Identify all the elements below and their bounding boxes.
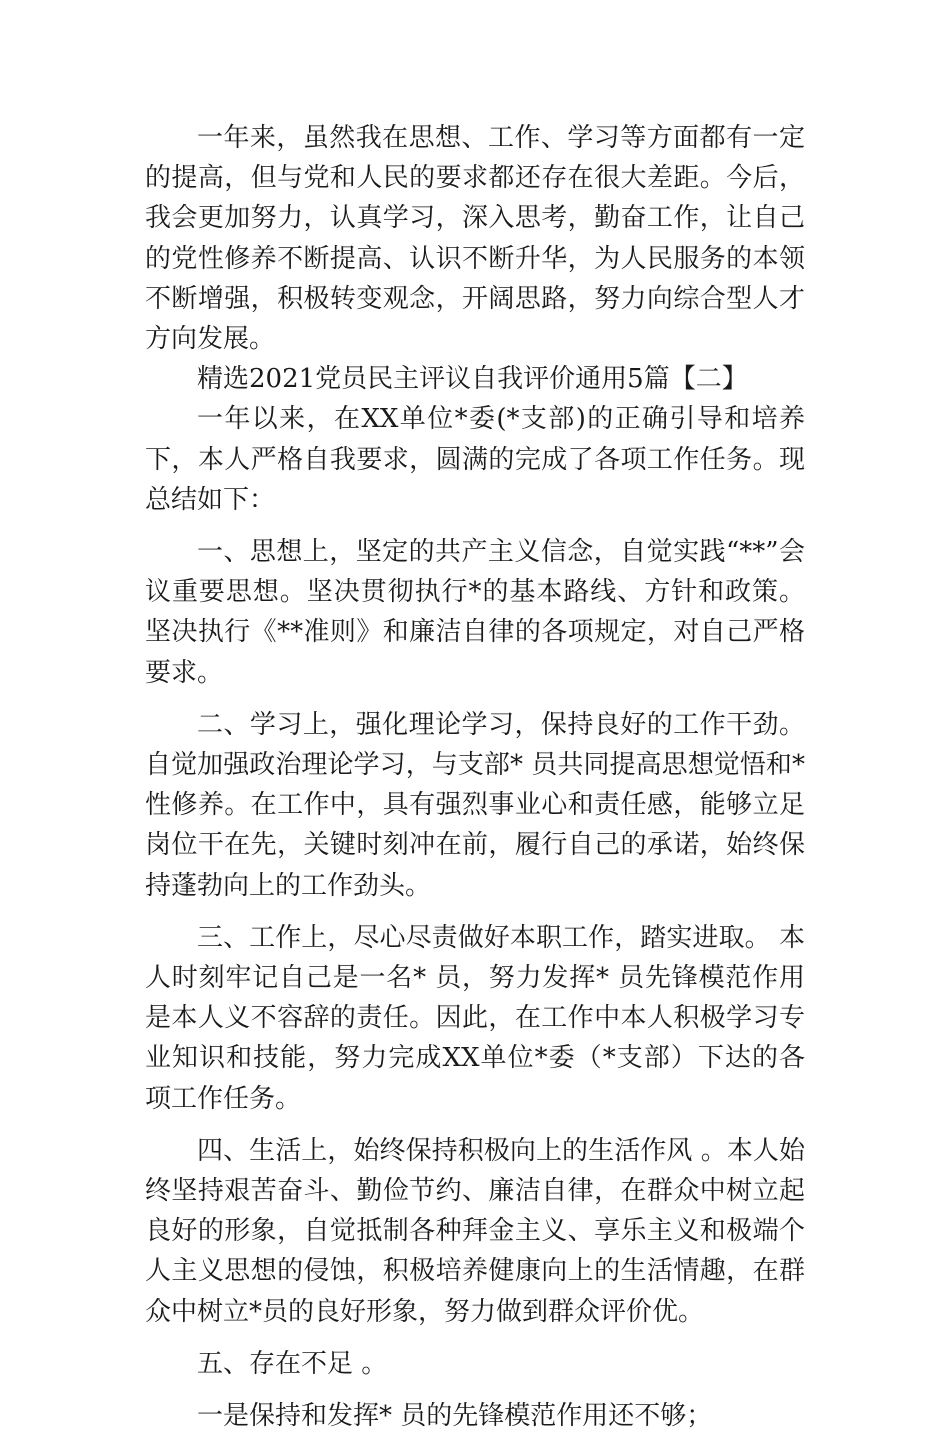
paragraph-intro: 一年以来，在XX单位*委(*支部)的正确引导和培养下，本人严格自我要求，圆满的完成了各项工作任务。现总结如下： <box>145 404 805 515</box>
paragraph-thought: 一、思想上，坚定的共产主义信念，自觉实践“**”会议重要思想。坚决贯彻执行*的基本路线、方针和政策。坚决执行《**准则》和廉洁自律的各项规定，对自己严格要求。 <box>145 537 805 688</box>
section-title: 精选2021党员民主评议自我评价通用5篇【二】 <box>197 364 748 395</box>
document-body <box>145 118 805 1436</box>
paragraph-shortcomings-heading: 五、存在不足 。 <box>197 1348 388 1379</box>
paragraph-summary: 一年来，虽然我在思想、工作、学习等方面都有一定的提高，但与党和人民的要求都还存在很大差距。今后，我会更加努力，认真学习，深入思考，勤奋工作，让自己的党性修养不断提高、认识不断升华，为人民服务的本领不断增强，积极转变观念，开阔思路，努力向综合型人才方向发展。 <box>145 123 805 355</box>
paragraph-study: 二、学习上，强化理论学习，保持良好的工作干劲。自觉加强政治理论学习，与支部* 员共同提高思想觉悟和*性修养。在工作中，具有强烈事业心和责任感，能够立足岗位干在先，关键时刻冲在前，履行自己的承诺，始终保持蓬勃向上的工作劲头。 <box>145 709 805 901</box>
paragraph-shortcoming-one: 一是保持和发挥* 员的先锋模范作用还不够； <box>197 1401 713 1432</box>
paragraph-work: 三、工作上，尽心尽责做好本职工作，踏实进取。 本人时刻牢记自己是一名* 员，努力发挥* 员先锋模范作用是本人义不容辞的责任。因此，在工作中本人积极学习专业知识和技能，努力完成XX单位*委（*支部）下达的各项工作任务。 <box>145 922 805 1114</box>
paragraph-life: 四、生活上，始终保持积极向上的生活作风 。本人始终坚持艰苦奋斗、勤俭节约、廉洁自律，在群众中树立起良好的形象，自觉抵制各种拜金主义、享乐主义和极端个人主义思想的侵蚀，积极培养健康向上的生活情趣，在群众中树立*员的良好形象，努力做到群众评价优。 <box>145 1135 805 1327</box>
